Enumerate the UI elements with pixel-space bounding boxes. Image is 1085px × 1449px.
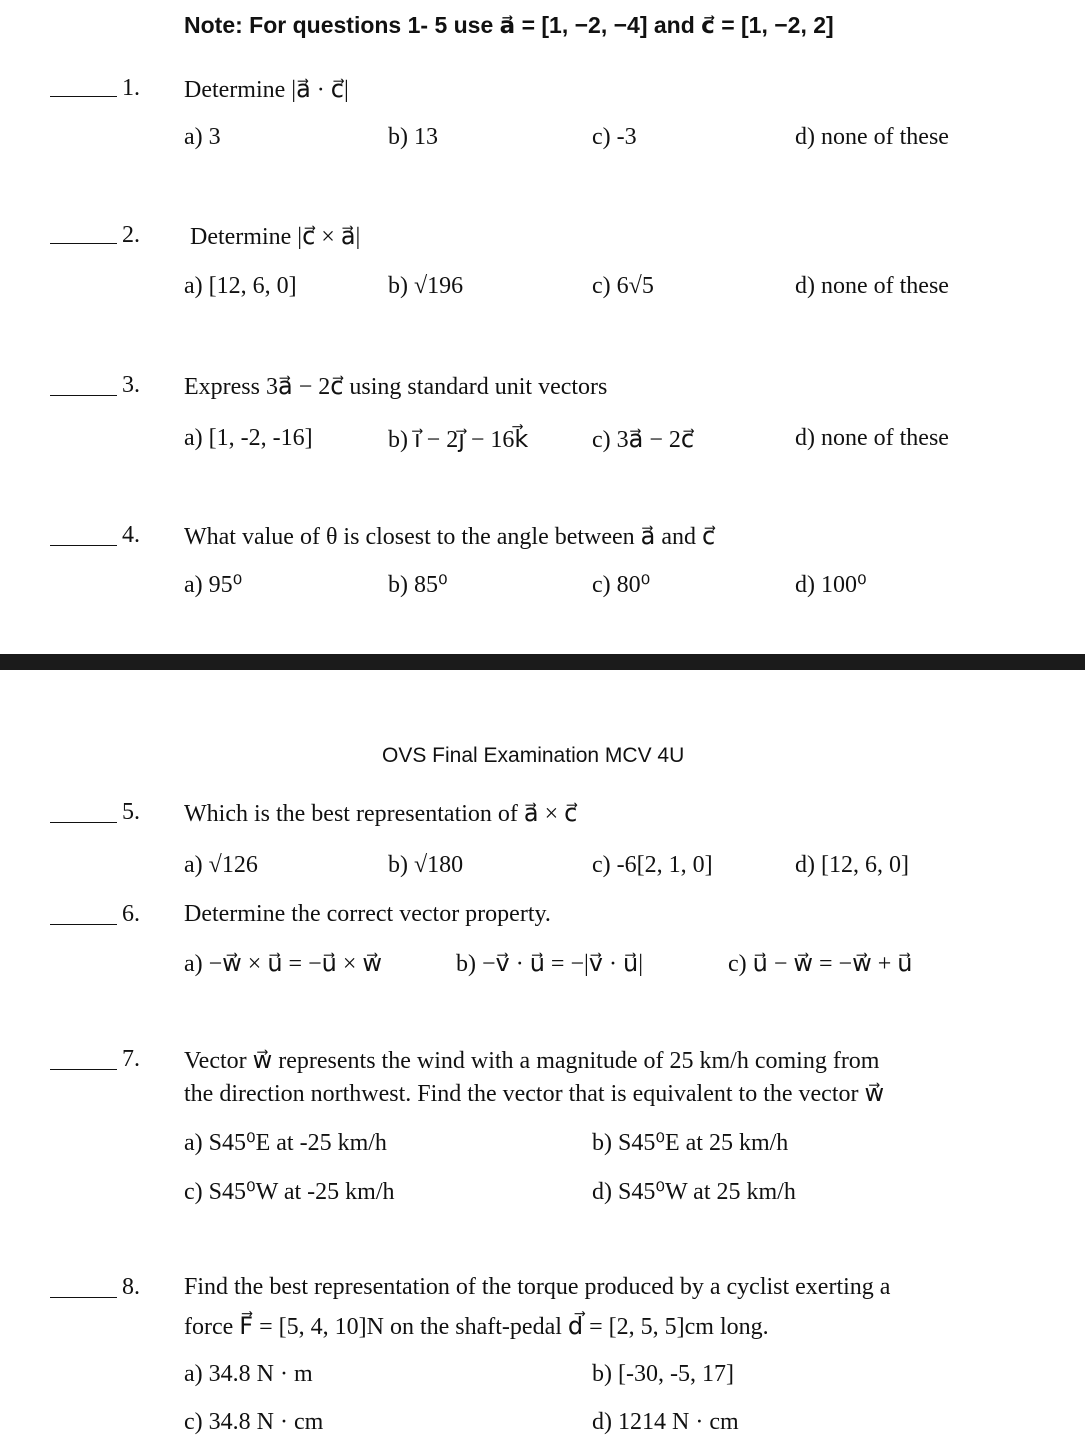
option-b: b) S45⁰E at 25 km/h	[592, 1130, 789, 1156]
option-c: c) 34.8 N · cm	[184, 1409, 324, 1435]
option-d: d) none of these	[795, 124, 949, 150]
option-c: c) S45⁰W at -25 km/h	[184, 1179, 395, 1205]
option-c: c) -3	[592, 124, 637, 150]
question-text: Vector w⃗ represents the wind with a magnitude of 25 km/h coming from	[184, 1048, 880, 1074]
question-text-continued: the direction northwest. Find the vector that is equivalent to the vector w⃗	[184, 1081, 885, 1107]
question-text: Express 3a⃗ − 2c⃗ using standard unit vectors	[184, 374, 608, 400]
option-d: d) none of these	[795, 425, 949, 451]
option-a: a) [12, 6, 0]	[184, 273, 297, 299]
option-c: c) -6[2, 1, 0]	[592, 852, 713, 878]
exam-title: OVS Final Examination MCV 4U	[382, 744, 685, 767]
option-a: a) 95⁰	[184, 572, 243, 598]
option-a: a) S45⁰E at -25 km/h	[184, 1130, 387, 1156]
option-b: b) 85⁰	[388, 572, 448, 598]
question-text: What value of θ is closest to the angle between a⃗ and c⃗	[184, 524, 716, 550]
question-text: Determine |a⃗ · c⃗|	[184, 77, 349, 103]
question-number: 5.	[122, 799, 140, 825]
option-a: a) 34.8 N · m	[184, 1361, 313, 1387]
answer-blank[interactable]	[50, 243, 117, 244]
question-number: 4.	[122, 522, 140, 548]
answer-blank[interactable]	[50, 1069, 117, 1070]
question-number: 8.	[122, 1274, 140, 1300]
question-text: Determine |c⃗ × a⃗|	[190, 224, 361, 250]
answer-blank[interactable]	[50, 545, 117, 546]
answer-blank[interactable]	[50, 1297, 117, 1298]
option-b: b) √196	[388, 273, 464, 299]
option-d: d) 1214 N · cm	[592, 1409, 739, 1435]
question-number: 2.	[122, 222, 140, 248]
question-number: 6.	[122, 901, 140, 927]
option-a: a) −w⃗ × u⃗ = −u⃗ × w⃗	[184, 951, 382, 977]
question-text: Determine the correct vector property.	[184, 901, 551, 927]
answer-blank[interactable]	[50, 924, 117, 925]
option-c: c) 3a⃗ − 2c⃗	[592, 427, 695, 453]
option-a: a) 3	[184, 124, 221, 150]
instructions-note: Note: For questions 1- 5 use a⃗ = [1, −2, −4] and c⃗ = [1, −2, 2]	[184, 12, 834, 38]
option-a: a) √126	[184, 852, 258, 878]
option-b: b) √180	[388, 852, 464, 878]
option-c: c) u⃗ − w⃗ = −w⃗ + u⃗	[728, 951, 913, 977]
question-number: 3.	[122, 372, 140, 398]
option-d: d) S45⁰W at 25 km/h	[592, 1179, 796, 1205]
question-text: Find the best representation of the torque produced by a cyclist exerting a	[184, 1274, 891, 1300]
answer-blank[interactable]	[50, 822, 117, 823]
option-b: b) −v⃗ · u⃗ = −|v⃗ · u⃗|	[456, 951, 644, 977]
option-c: c) 80⁰	[592, 572, 651, 598]
question-number: 1.	[122, 75, 140, 101]
question-text: Which is the best representation of a⃗ × c⃗	[184, 801, 578, 827]
answer-blank[interactable]	[50, 395, 117, 396]
answer-blank[interactable]	[50, 96, 117, 97]
option-a: a) [1, -2, -16]	[184, 425, 313, 451]
page-divider	[0, 654, 1085, 670]
option-b: b) 13	[388, 124, 438, 150]
question-text-continued: force F⃗ = [5, 4, 10]N on the shaft-pedal d⃗ = [2, 5, 5]cm long.	[184, 1314, 769, 1340]
option-d: d) 100⁰	[795, 572, 867, 598]
question-number: 7.	[122, 1046, 140, 1072]
option-c: c) 6√5	[592, 273, 654, 299]
option-d: d) [12, 6, 0]	[795, 852, 909, 878]
option-b: b) i⃗ − 2j⃗ − 16k⃗	[388, 427, 529, 453]
option-d: d) none of these	[795, 273, 949, 299]
option-b: b) [-30, -5, 17]	[592, 1361, 734, 1387]
